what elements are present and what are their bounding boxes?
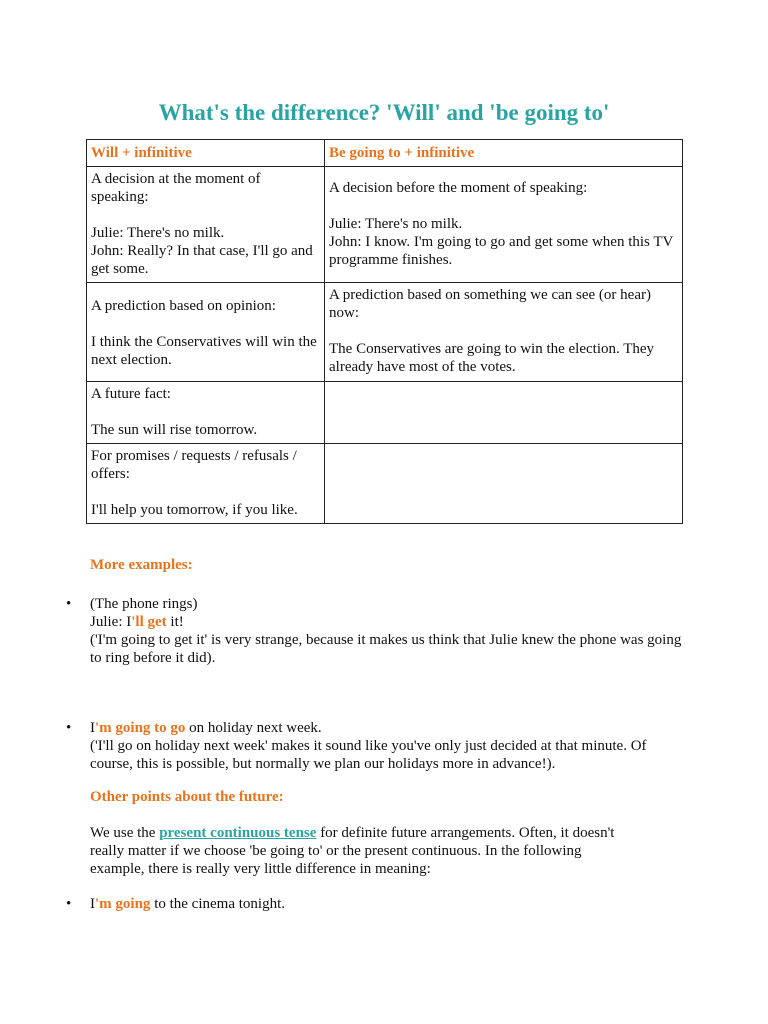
example-item xyxy=(66,595,690,667)
cell-line: A decision before the moment of speaking: xyxy=(329,180,588,196)
table-cell-will xyxy=(87,444,325,524)
comparison-table xyxy=(86,139,683,524)
bullet-icon: • xyxy=(66,596,72,612)
cell-line: Julie: There's no milk. xyxy=(329,216,463,232)
more-examples-heading: More examples: xyxy=(90,557,193,573)
table-row xyxy=(87,167,683,283)
column-header-will: Will + infinitive xyxy=(87,140,325,167)
example-line: I'm going to the cinema tonight. xyxy=(90,896,285,912)
highlighted-verb: 'm going to go xyxy=(95,720,186,736)
cell-line: A prediction based on something we can see (or hear) now: xyxy=(329,287,651,321)
highlighted-verb: 'll get xyxy=(131,614,167,630)
other-points-paragraph: We use the present continuous tense for definite future arrangements. Often, it doesn't really matter if we choose 'be going to' or the present continuous. In the following example, there is really very little difference in meaning: xyxy=(90,825,615,877)
table-header-row xyxy=(87,140,683,167)
column-header-going: Be going to + infinitive xyxy=(325,140,683,167)
cell-line: I'll help you tomorrow, if you like. xyxy=(91,502,298,518)
table-cell-empty xyxy=(325,444,683,524)
table-cell-will xyxy=(87,382,325,444)
cell-line: A future fact: xyxy=(91,386,171,402)
table-row xyxy=(87,283,683,382)
table-cell-going xyxy=(325,167,683,283)
cell-line: John: Really? In that case, I'll go and get some. xyxy=(91,243,313,277)
cell-line: A prediction based on opinion: xyxy=(91,298,276,314)
present-continuous-link[interactable]: present continuous tense xyxy=(159,825,317,841)
bullet-icon: • xyxy=(66,896,72,912)
table-cell-will xyxy=(87,167,325,283)
cell-line: I think the Conservatives will win the next election. xyxy=(91,334,317,368)
example-item xyxy=(66,719,690,773)
example-note: ('I'll go on holiday next week' makes it sound like you've only just decided at that minute. Of course, this is possible, but normally we plan our holidays more in advance!). xyxy=(90,738,647,772)
table-cell-will xyxy=(87,283,325,382)
example-line: (The phone rings) xyxy=(90,596,198,612)
table-row xyxy=(87,382,683,444)
cell-line: The Conservatives are going to win the election. They already have most of the votes. xyxy=(329,341,655,375)
cell-line: A decision at the moment of speaking: xyxy=(91,171,261,205)
cell-line: John: I know. I'm going to go and get some when this TV programme finishes. xyxy=(329,234,674,268)
example-line: I'm going to go on holiday next week. xyxy=(90,720,322,736)
table-cell-empty xyxy=(325,382,683,444)
example-note: ('I'm going to get it' is very strange, because it makes us think that Julie knew the phone was going to ring before it did). xyxy=(90,632,682,666)
cell-line: For promises / requests / refusals / offers: xyxy=(91,448,297,482)
example-line: Julie: I'll get it! xyxy=(90,614,184,630)
table-cell-going xyxy=(325,283,683,382)
bullet-icon: • xyxy=(66,720,72,736)
cell-line: The sun will rise tomorrow. xyxy=(91,422,258,438)
page-title: What's the difference? 'Will' and 'be going to' xyxy=(158,100,610,125)
table-row xyxy=(87,444,683,524)
highlighted-verb: 'm going xyxy=(95,896,151,912)
other-points-heading: Other points about the future: xyxy=(90,789,284,805)
cell-line: Julie: There's no milk. xyxy=(91,225,225,241)
example-item xyxy=(66,895,690,913)
